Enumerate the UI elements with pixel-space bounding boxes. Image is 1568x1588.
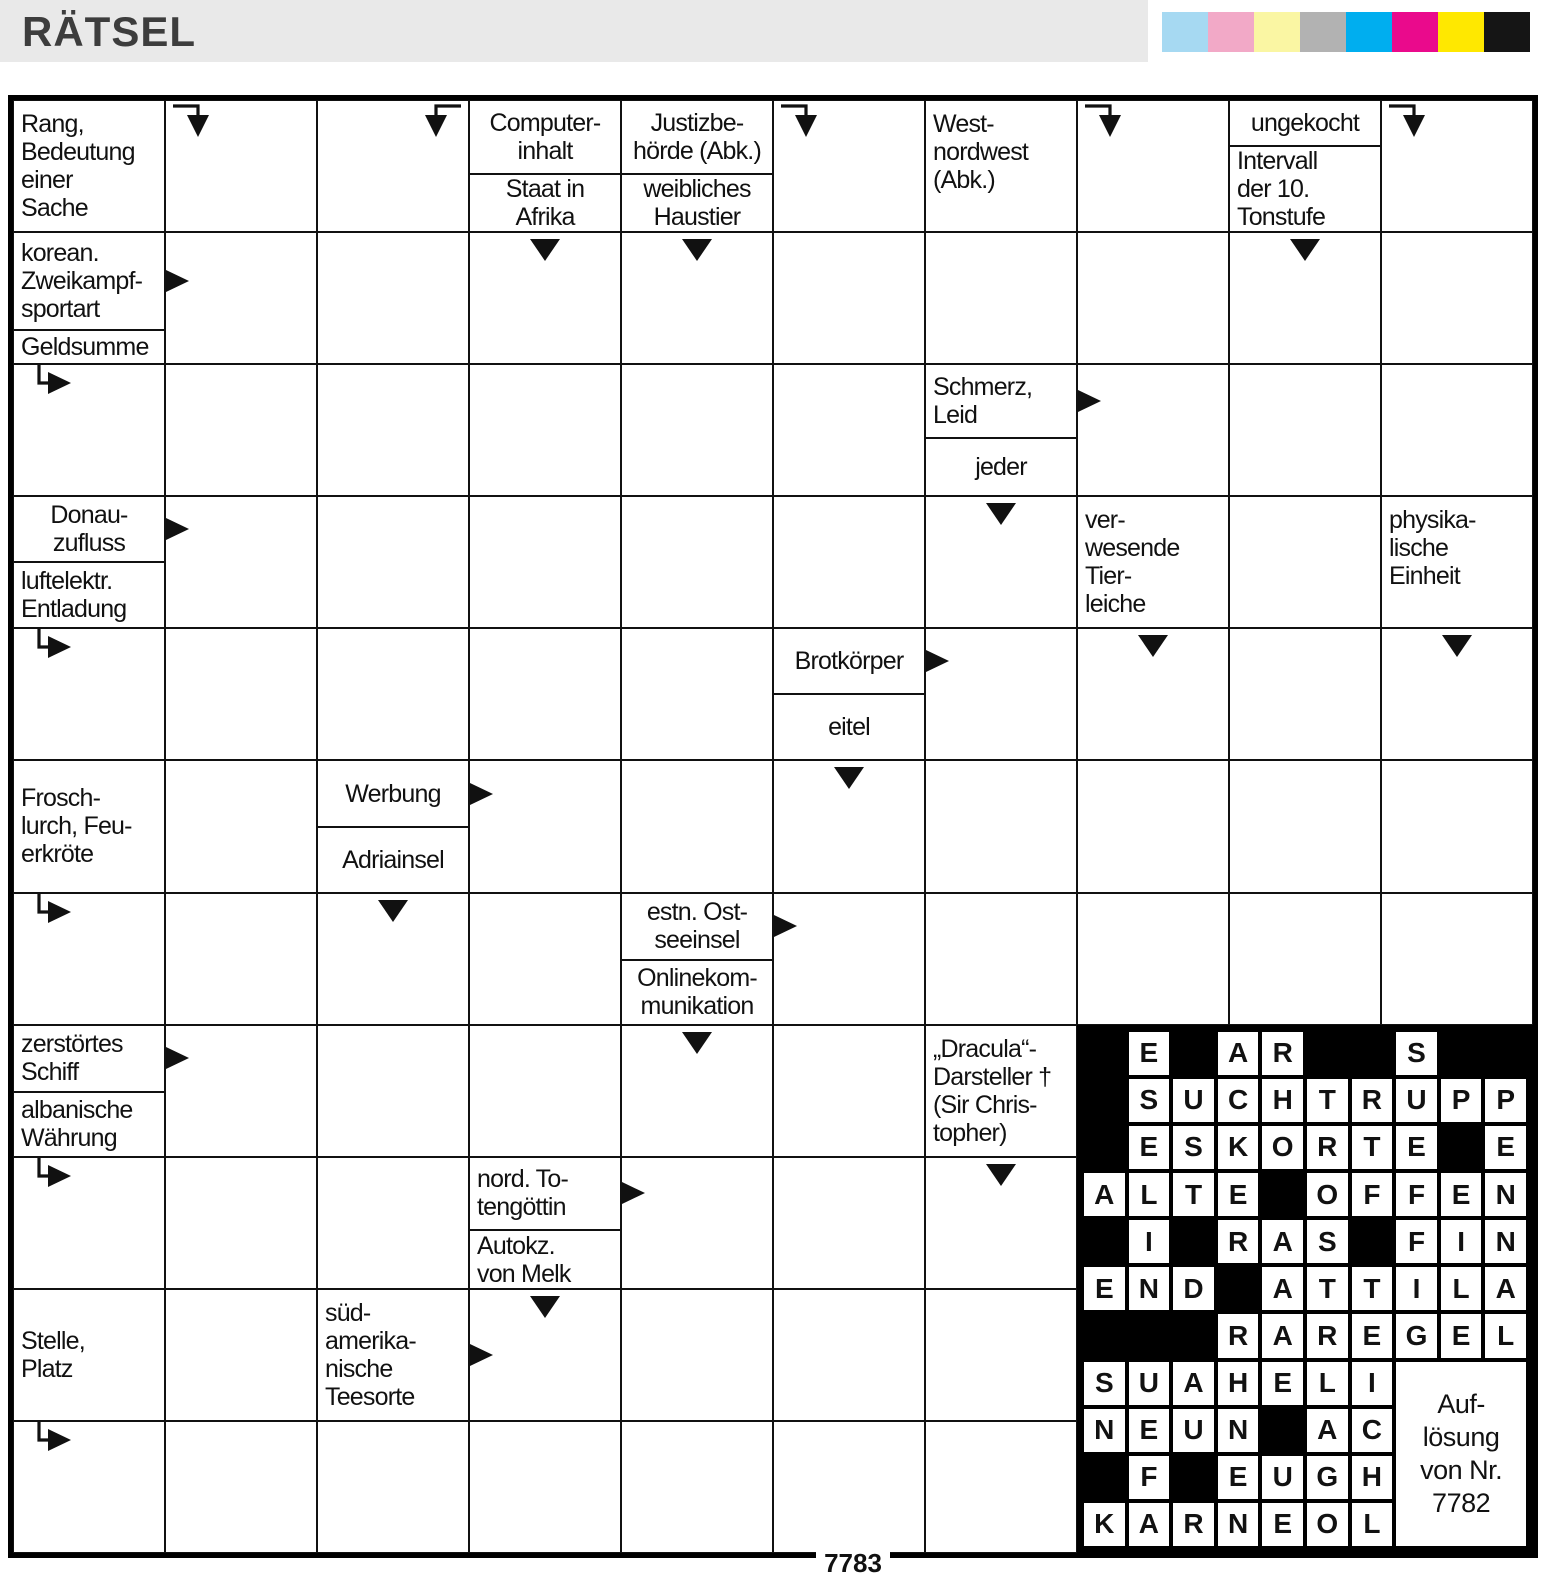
answer-cell xyxy=(773,760,925,892)
bent-arrow-down-icon xyxy=(1387,102,1433,140)
arrow-down-icon xyxy=(528,1295,562,1319)
answer-cell xyxy=(1077,100,1229,232)
solution-black-cell xyxy=(1173,1032,1214,1075)
solution-letter-cell: H xyxy=(1218,1362,1259,1405)
answer-cell xyxy=(317,893,469,1025)
bent-arrow-down-icon xyxy=(417,102,463,140)
solution-letter-cell: E xyxy=(1129,1126,1170,1169)
color-swatch xyxy=(1162,12,1208,52)
clue-text: Werbung xyxy=(318,761,468,826)
solution-letter-cell: E xyxy=(1262,1362,1303,1405)
answer-cell xyxy=(621,628,773,760)
color-swatch xyxy=(1300,12,1346,52)
answer-cell xyxy=(13,1157,165,1289)
clue-cell xyxy=(469,1157,621,1289)
clue-cell xyxy=(317,760,469,892)
arrow-down-icon xyxy=(984,502,1018,526)
solution-panel xyxy=(1077,1025,1533,1553)
answer-cell xyxy=(1229,628,1381,760)
arrow-right-icon xyxy=(164,267,191,295)
color-swatch xyxy=(1208,12,1254,52)
solution-letter-cell: T xyxy=(1307,1079,1348,1122)
arrow-down-icon xyxy=(984,1163,1018,1187)
solution-letter-cell: E xyxy=(1441,1314,1482,1357)
solution-black-cell xyxy=(1485,1032,1526,1075)
answer-cell xyxy=(621,364,773,496)
answer-cell xyxy=(1381,893,1533,1025)
solution-letter-cell: R xyxy=(1352,1079,1393,1122)
clue-cell xyxy=(925,100,1077,232)
solution-letter-cell: A xyxy=(1218,1032,1259,1075)
clue-text: Computer- inhalt xyxy=(489,108,601,165)
answer-cell xyxy=(1381,760,1533,892)
clue-cell xyxy=(1077,496,1229,628)
answer-cell xyxy=(13,1421,165,1553)
answer-cell xyxy=(13,893,165,1025)
answer-cell xyxy=(317,364,469,496)
arrow-right-icon xyxy=(164,1044,191,1072)
puzzle-number-badge: 7783 xyxy=(816,1544,890,1582)
answer-cell xyxy=(925,1421,1077,1553)
solution-letter-cell: T xyxy=(1307,1267,1348,1310)
solution-letter-cell: C xyxy=(1352,1409,1393,1452)
solution-letter-cell: S xyxy=(1173,1126,1214,1169)
color-swatch xyxy=(1392,12,1438,52)
bent-arrow-down-icon xyxy=(779,102,825,140)
bent-arrow-right-icon xyxy=(34,364,76,404)
bent-arrow-right-icon xyxy=(34,628,76,668)
clue-text: weibliches Haustier xyxy=(622,173,772,232)
clue-cell xyxy=(773,628,925,760)
solution-letter-cell: K xyxy=(1218,1126,1259,1169)
solution-letter-cell: L xyxy=(1352,1503,1393,1546)
solution-letter-cell: R xyxy=(1218,1220,1259,1263)
solution-letter-cell: A xyxy=(1262,1267,1303,1310)
solution-black-cell xyxy=(1084,1456,1125,1499)
clue-text: Intervall der 10. Tonstufe xyxy=(1230,145,1380,231)
solution-letter-cell: N xyxy=(1129,1267,1170,1310)
solution-letter-cell: P xyxy=(1485,1079,1526,1122)
clue-text: Adriainsel xyxy=(318,826,468,891)
answer-cell xyxy=(925,1289,1077,1421)
answer-cell xyxy=(317,232,469,364)
solution-black-cell xyxy=(1352,1220,1393,1263)
answer-cell xyxy=(165,1421,317,1553)
clue-cell xyxy=(925,364,1077,496)
color-calibration-bar xyxy=(1162,12,1530,52)
solution-black-cell xyxy=(1173,1314,1214,1357)
solution-letter-cell: E xyxy=(1129,1032,1170,1075)
arrow-down-icon xyxy=(1288,238,1322,262)
clue-cell xyxy=(621,100,773,232)
clue-text: Schmerz, Leid xyxy=(926,365,1076,437)
clue-text: luftelektr. Entladung xyxy=(14,561,164,627)
answer-cell xyxy=(1381,100,1533,232)
solution-black-cell xyxy=(1173,1456,1214,1499)
solution-letter-cell: E xyxy=(1218,1173,1259,1216)
answer-cell xyxy=(165,1157,317,1289)
answer-cell xyxy=(13,364,165,496)
solution-letter-cell: S xyxy=(1396,1032,1437,1075)
answer-cell xyxy=(621,760,773,892)
answer-cell xyxy=(1077,760,1229,892)
solution-letter-cell: D xyxy=(1173,1267,1214,1310)
clue-text: West- nordwest (Abk.) xyxy=(933,110,1029,194)
clue-cell xyxy=(1381,496,1533,628)
clue-text: physika- lische Einheit xyxy=(1389,506,1476,591)
solution-black-cell xyxy=(1173,1220,1214,1263)
clue-text: albanische Währung xyxy=(14,1091,164,1156)
solution-letter-cell: O xyxy=(1262,1126,1303,1169)
solution-letter-cell: R xyxy=(1173,1503,1214,1546)
solution-letter-cell: E xyxy=(1084,1267,1125,1310)
arrow-down-icon xyxy=(1136,634,1170,658)
arrow-down-icon xyxy=(376,899,410,923)
answer-cell xyxy=(317,628,469,760)
solution-letter-cell: L xyxy=(1441,1267,1482,1310)
arrow-down-icon xyxy=(528,238,562,262)
color-swatch xyxy=(1254,12,1300,52)
answer-cell xyxy=(925,1157,1077,1289)
solution-letter-cell: T xyxy=(1352,1267,1393,1310)
solution-letter-cell: L xyxy=(1307,1362,1348,1405)
clue-text: Frosch- lurch, Feu- erkröte xyxy=(21,784,132,869)
solution-letter-cell: G xyxy=(1396,1314,1437,1357)
solution-letter-cell: I xyxy=(1352,1362,1393,1405)
answer-cell xyxy=(621,232,773,364)
solution-black-cell xyxy=(1084,1220,1125,1263)
solution-letter-cell: H xyxy=(1262,1079,1303,1122)
solution-letter-cell: A xyxy=(1307,1409,1348,1452)
clue-cell xyxy=(1229,100,1381,232)
clue-text: Brotkörper xyxy=(774,629,924,693)
solution-letter-cell: R xyxy=(1307,1126,1348,1169)
solution-black-cell xyxy=(1441,1032,1482,1075)
solution-letter-cell: E xyxy=(1262,1503,1303,1546)
solution-letter-cell: L xyxy=(1129,1173,1170,1216)
clue-text: eitel xyxy=(774,693,924,759)
answer-cell xyxy=(469,232,621,364)
solution-letter-cell: P xyxy=(1441,1079,1482,1122)
solution-letter-cell: S xyxy=(1084,1362,1125,1405)
answer-cell xyxy=(469,628,621,760)
answer-cell xyxy=(317,1025,469,1157)
answer-cell xyxy=(773,1289,925,1421)
solution-letter-cell: F xyxy=(1396,1220,1437,1263)
solution-letter-cell: O xyxy=(1307,1503,1348,1546)
answer-cell xyxy=(1229,496,1381,628)
solution-black-cell xyxy=(1129,1314,1170,1357)
answer-cell xyxy=(469,496,621,628)
solution-letter-cell: I xyxy=(1441,1220,1482,1263)
arrow-down-icon xyxy=(680,1031,714,1055)
bent-arrow-down-icon xyxy=(171,102,217,140)
answer-cell xyxy=(773,496,925,628)
answer-cell xyxy=(773,1157,925,1289)
answer-cell xyxy=(621,1289,773,1421)
solution-label: Auf- lösung von Nr. 7782 xyxy=(1396,1362,1526,1547)
clue-cell xyxy=(13,496,165,628)
solution-black-cell xyxy=(1307,1032,1348,1075)
solution-letter-cell: R xyxy=(1307,1314,1348,1357)
arrow-right-icon xyxy=(620,1179,647,1207)
clue-text: ungekocht xyxy=(1250,109,1360,138)
arrow-down-icon xyxy=(680,238,714,262)
answer-cell xyxy=(773,232,925,364)
solution-letter-cell: A xyxy=(1084,1173,1125,1216)
answer-cell xyxy=(1381,628,1533,760)
solution-letter-cell: S xyxy=(1307,1220,1348,1263)
solution-letter-cell: U xyxy=(1129,1362,1170,1405)
answer-cell xyxy=(1381,364,1533,496)
answer-cell xyxy=(773,100,925,232)
clue-text: süd- amerika- nische Teesorte xyxy=(318,1290,468,1420)
answer-cell xyxy=(165,628,317,760)
solution-letter-cell: A xyxy=(1129,1503,1170,1546)
clue-cell xyxy=(621,893,773,1025)
arrow-right-icon xyxy=(1076,387,1103,415)
answer-cell xyxy=(469,364,621,496)
solution-letter-cell: L xyxy=(1485,1314,1526,1357)
solution-black-cell xyxy=(1441,1126,1482,1169)
answer-cell xyxy=(1077,232,1229,364)
answer-cell xyxy=(317,1421,469,1553)
solution-letter-cell: U xyxy=(1173,1079,1214,1122)
clue-cell xyxy=(13,760,165,892)
answer-cell xyxy=(925,760,1077,892)
clue-text: ver- wesende Tier- leiche xyxy=(1085,506,1180,619)
solution-letter-cell: F xyxy=(1352,1173,1393,1216)
solution-black-cell xyxy=(1218,1267,1259,1310)
solution-letter-cell: H xyxy=(1352,1456,1393,1499)
solution-black-cell xyxy=(1262,1409,1303,1452)
answer-cell xyxy=(165,364,317,496)
answer-cell xyxy=(773,1025,925,1157)
clue-text: Rang, Bedeutung einer Sache xyxy=(21,110,135,222)
solution-letter-cell: E xyxy=(1485,1126,1526,1169)
solution-letter-cell: I xyxy=(1129,1220,1170,1263)
clue-text: Stelle, Platz xyxy=(21,1326,85,1383)
solution-letter-cell: E xyxy=(1129,1409,1170,1452)
solution-letter-cell: S xyxy=(1129,1079,1170,1122)
clue-text: nord. To- tengöttin xyxy=(470,1158,620,1230)
solution-letter-cell: G xyxy=(1307,1456,1348,1499)
solution-letter-cell: A xyxy=(1173,1362,1214,1405)
color-swatch xyxy=(1346,12,1392,52)
bent-arrow-down-icon xyxy=(1083,102,1129,140)
answer-cell xyxy=(1229,760,1381,892)
solution-letter-cell: A xyxy=(1262,1220,1303,1263)
solution-letter-cell: U xyxy=(1262,1456,1303,1499)
page-title: RÄTSEL xyxy=(22,8,196,55)
answer-cell xyxy=(1381,232,1533,364)
answer-cell xyxy=(317,100,469,232)
clue-text: Staat in Afrika xyxy=(470,173,620,232)
answer-cell xyxy=(621,1157,773,1289)
answer-cell xyxy=(317,1157,469,1289)
clue-text: Autokz. von Melk xyxy=(470,1229,620,1288)
clue-text: Onlinekom- munikation xyxy=(622,959,772,1024)
solution-black-cell xyxy=(1084,1032,1125,1075)
clue-cell xyxy=(317,1289,469,1421)
answer-cell xyxy=(1229,232,1381,364)
solution-letter-cell: U xyxy=(1173,1409,1214,1452)
answer-cell xyxy=(165,1289,317,1421)
clue-text: Justizbe- hörde (Abk.) xyxy=(633,108,761,165)
arrow-right-icon xyxy=(468,780,495,808)
solution-letter-cell: E xyxy=(1441,1173,1482,1216)
answer-cell xyxy=(469,1421,621,1553)
answer-cell xyxy=(925,893,1077,1025)
solution-letter-cell: I xyxy=(1396,1267,1437,1310)
solution-letter-cell: T xyxy=(1173,1173,1214,1216)
answer-cell xyxy=(317,496,469,628)
arrow-right-icon xyxy=(924,647,951,675)
clue-cell xyxy=(13,100,165,232)
solution-letter-cell: O xyxy=(1307,1173,1348,1216)
solution-letter-cell: N xyxy=(1218,1503,1259,1546)
clue-cell xyxy=(925,1025,1077,1157)
clue-text: zerstörtes Schiff xyxy=(14,1026,164,1091)
solution-letter-cell: E xyxy=(1396,1126,1437,1169)
arrow-right-icon xyxy=(164,515,191,543)
solution-letter-cell: A xyxy=(1262,1314,1303,1357)
solution-black-cell xyxy=(1084,1079,1125,1122)
solution-letter-cell: N xyxy=(1218,1409,1259,1452)
solution-letter-cell: N xyxy=(1485,1173,1526,1216)
clue-text: estn. Ost- seeinsel xyxy=(622,894,772,959)
answer-cell xyxy=(1229,364,1381,496)
answer-cell xyxy=(165,760,317,892)
solution-letter-cell: C xyxy=(1218,1079,1259,1122)
clue-cell xyxy=(13,1025,165,1157)
crossword-grid xyxy=(8,95,1538,1558)
clue-text: Geldsumme xyxy=(14,329,164,363)
arrow-right-icon xyxy=(468,1341,495,1369)
solution-black-cell xyxy=(1262,1173,1303,1216)
clue-cell xyxy=(13,232,165,364)
answer-cell xyxy=(621,496,773,628)
answer-cell xyxy=(469,1025,621,1157)
arrow-down-icon xyxy=(1440,634,1474,658)
solution-letter-cell: K xyxy=(1084,1503,1125,1546)
solution-letter-cell: F xyxy=(1129,1456,1170,1499)
header-band xyxy=(0,0,1148,62)
answer-cell xyxy=(773,364,925,496)
clue-text: jeder xyxy=(926,437,1076,496)
bent-arrow-right-icon xyxy=(34,1421,76,1461)
bent-arrow-right-icon xyxy=(34,1157,76,1197)
answer-cell xyxy=(1077,893,1229,1025)
answer-cell xyxy=(1077,364,1229,496)
solution-letter-cell: U xyxy=(1396,1079,1437,1122)
clue-text: Donau- zufluss xyxy=(14,497,164,561)
clue-cell xyxy=(13,1289,165,1421)
clue-cell xyxy=(469,100,621,232)
answer-cell xyxy=(165,232,317,364)
answer-cell xyxy=(1077,628,1229,760)
solution-letter-cell: R xyxy=(1262,1032,1303,1075)
answer-cell xyxy=(621,1025,773,1157)
bent-arrow-right-icon xyxy=(34,893,76,933)
answer-cell xyxy=(773,1421,925,1553)
answer-cell xyxy=(621,1421,773,1553)
solution-letter-cell: E xyxy=(1218,1456,1259,1499)
solution-letter-cell: T xyxy=(1352,1126,1393,1169)
solution-letter-cell: N xyxy=(1485,1220,1526,1263)
arrow-down-icon xyxy=(832,766,866,790)
solution-letter-cell: E xyxy=(1352,1314,1393,1357)
solution-black-cell xyxy=(1084,1314,1125,1357)
answer-cell xyxy=(165,100,317,232)
clue-text: „Dracula“- Darsteller † (Sir Chris- topher) xyxy=(933,1034,1052,1147)
answer-cell xyxy=(925,232,1077,364)
answer-cell xyxy=(165,893,317,1025)
color-swatch xyxy=(1484,12,1530,52)
clue-text: korean. Zweikampf- sportart xyxy=(14,233,164,329)
solution-letter-cell: A xyxy=(1485,1267,1526,1310)
answer-cell xyxy=(13,628,165,760)
arrow-right-icon xyxy=(772,912,799,940)
solution-letter-cell: N xyxy=(1084,1409,1125,1452)
color-swatch xyxy=(1438,12,1484,52)
solution-black-cell xyxy=(1352,1032,1393,1075)
answer-cell xyxy=(469,893,621,1025)
solution-black-cell xyxy=(1084,1126,1125,1169)
solution-letter-cell: F xyxy=(1396,1173,1437,1216)
answer-cell xyxy=(1229,893,1381,1025)
solution-letter-cell: R xyxy=(1218,1314,1259,1357)
answer-cell xyxy=(925,496,1077,628)
